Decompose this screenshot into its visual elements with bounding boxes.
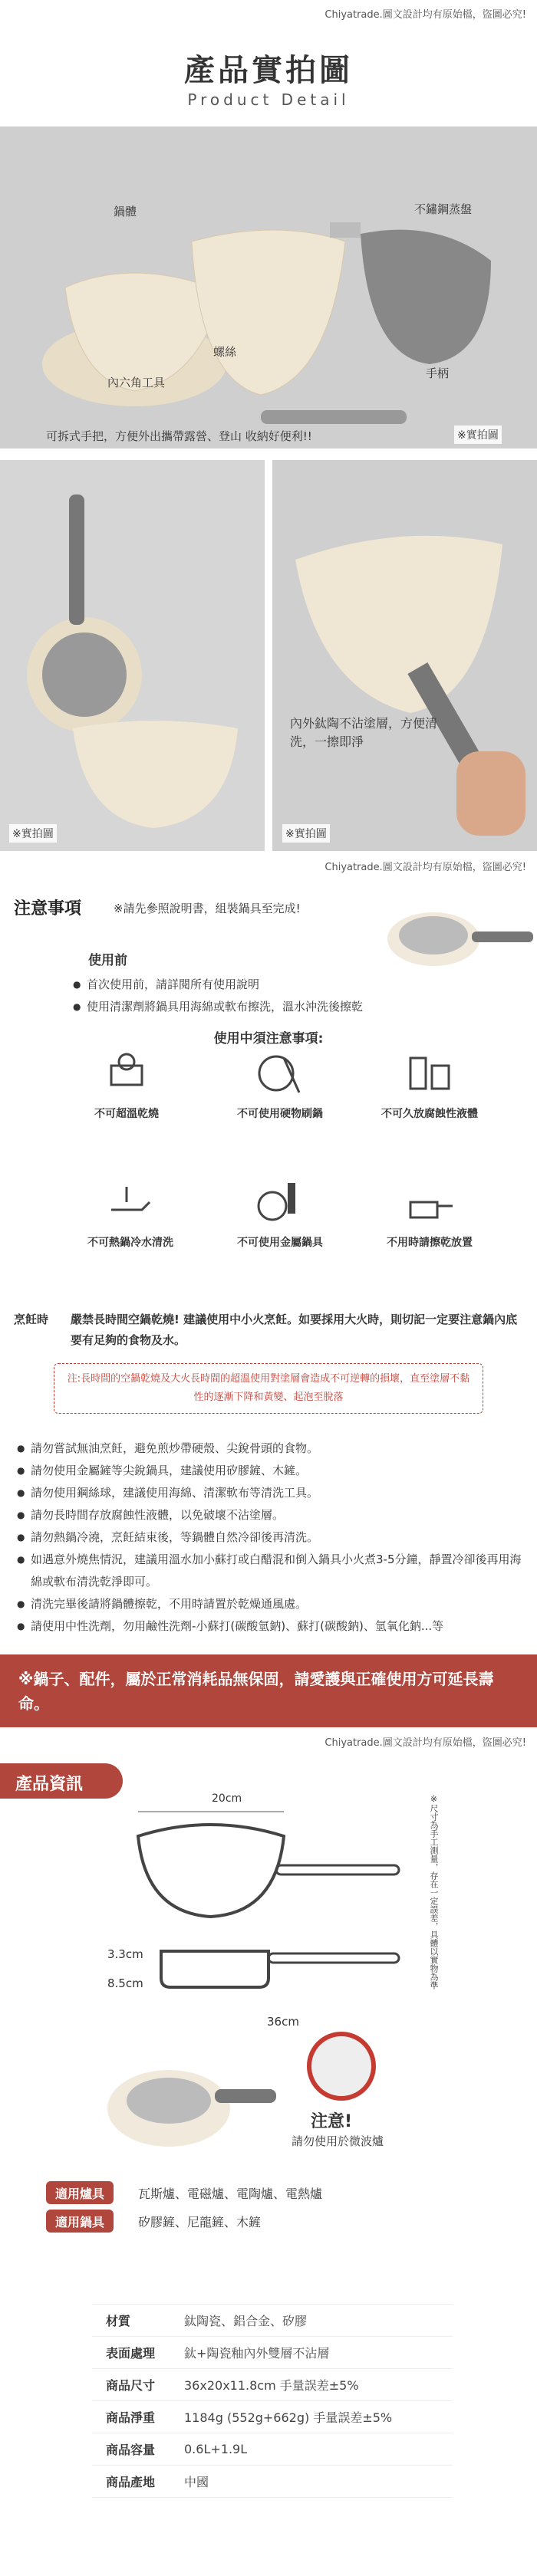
copyright-3: Chiyatrade.圖文設計均有原始檔，盜圖必究! <box>325 1737 526 1749</box>
cook-label: 烹飪時 <box>14 1313 49 1326</box>
spec-height-2: 8.5cm <box>107 1976 143 1990</box>
photo-pot-handle <box>0 460 265 851</box>
icon-no-metal-utensils <box>211 1179 349 1250</box>
before-item: ● 使用清潔劑將鍋具用海綿或軟布擦洗，溫水沖洗後擦乾 <box>73 996 525 1018</box>
label-handle: 手柄 <box>426 366 450 380</box>
notice-pot-image <box>380 905 533 974</box>
fit-tool-label: 適用鍋具 <box>46 2210 114 2233</box>
warning-box: 注:長時間的空鍋乾燒及大火長時間的超溫使用對塗層會造成不可逆轉的損壞，直至塗層不黏性的逐漸下降和黃變、起泡至脫落 <box>54 1363 483 1414</box>
before-item: ● 首次使用前，請詳閱所有使用說明 <box>73 974 525 996</box>
table-key: 商品淨重 <box>106 2410 156 2425</box>
fit-stove-value: 瓦斯爐、電磁爐、電陶爐、電熱爐 <box>138 2187 323 2201</box>
notice-item: ● 請勿使用鋼絲球，建議使用海綿、清潔軟布等清洗工具。 <box>17 1482 531 1504</box>
table-row <box>92 2337 453 2369</box>
table-row <box>92 2401 453 2433</box>
icon-caption: 不可使用硬物刷鍋 <box>237 1108 323 1120</box>
table-key: 表面處理 <box>106 2346 156 2361</box>
icon-no-hard-brush <box>211 1050 349 1121</box>
notice-title: 注意事項 <box>14 899 82 918</box>
table-row <box>92 2433 453 2466</box>
notice-list <box>17 1438 531 1638</box>
label-hex-tool: 內六角工具 <box>107 376 166 389</box>
pan-top-drawing <box>115 1806 407 1921</box>
table-row <box>92 2305 453 2337</box>
spec-pot-image <box>100 2055 276 2170</box>
label-pot: 鍋體 <box>114 205 137 219</box>
photo3-tag: ※實拍圖 <box>282 824 330 843</box>
table-row <box>92 2466 453 2498</box>
spec-table <box>92 2304 453 2498</box>
spec-height-1: 3.3cm <box>107 1947 143 1961</box>
page-title: 產品實拍圖 <box>184 53 353 88</box>
fit-tool-value: 矽膠鏟、尼龍鏟、木鏟 <box>138 2215 262 2229</box>
icon-caption: 不可久放腐蝕性液體 <box>381 1108 478 1120</box>
notice-item: ● 如遇意外燒焦情況，建議用溫水加小蘇打或白醋混和倒入鍋具小火煮3-5分鐘，靜置冷卻後再用海綿或軟布清洗乾淨即可。 <box>17 1549 531 1593</box>
table-row <box>92 2369 453 2401</box>
photo2-tag: ※實拍圖 <box>9 824 57 843</box>
icon-caption: 不可超溫乾燒 <box>94 1108 159 1120</box>
icon-no-overheat <box>69 1050 184 1121</box>
notice-note: ※請先參照說明書，組裝鍋具至完成! <box>114 902 301 915</box>
notice-item: ● 請勿使用金屬鏟等尖銳鍋具，建議使用矽膠鏟、木鏟。 <box>17 1460 531 1482</box>
table-key: 材質 <box>106 2314 131 2328</box>
spec-title: 產品資訊 <box>0 1763 123 1799</box>
table-value: 鈦陶瓷、鋁合金、矽膠 <box>184 2314 308 2328</box>
spec-length: 36cm <box>267 2015 299 2029</box>
photo-parts <box>0 127 537 449</box>
icon-caption: 不用時請擦乾放置 <box>387 1237 473 1249</box>
warranty-banner: ※鍋子、配件，屬於正常消耗品無保固，請愛護與正確使用方可延長壽命。 <box>0 1654 537 1727</box>
microwave-warn-title: 注意! <box>311 2112 353 2131</box>
table-value: 1184g (552g+662g) 手量誤差±5% <box>184 2410 393 2425</box>
notice-item: ● 請使用中性洗劑，勿用鹼性洗劑-小蘇打(碳酸氫鈉)、蘇打(碳酸鈉)、氫氧化鈉...等 <box>17 1615 531 1638</box>
table-value: 中國 <box>184 2475 209 2489</box>
icon-no-cold-water <box>69 1179 192 1250</box>
spec-side-note: ※尺寸為手工測量，存在一定誤差，具體以實物為準 <box>429 1794 439 1990</box>
photo1-tag: ※實拍圖 <box>454 426 502 444</box>
photo3-caption: 內外鈦陶不沾塗層，方便清洗，一擦即淨 <box>290 716 438 749</box>
table-value: 鈦+陶瓷釉內外雙層不沾層 <box>184 2346 330 2361</box>
photo-hand <box>272 460 537 851</box>
microwave-warn-text: 請勿使用於微波爐 <box>292 2134 384 2148</box>
spec-width: 20cm <box>212 1792 242 1805</box>
notice-item: ● 清洗完畢後請將鍋體擦乾，不用時請置於乾燥通風處。 <box>17 1593 531 1615</box>
table-value: 36x20x11.8cm 手量誤差±5% <box>184 2378 359 2393</box>
table-value: 0.6L+1.9L <box>184 2442 248 2456</box>
microwave-icon <box>307 2032 376 2101</box>
label-steamer: 不鏽鋼蒸盤 <box>414 202 473 216</box>
label-screw: 螺絲 <box>213 345 237 359</box>
notice-item: ● 請勿長時間存放腐蝕性液體，以免破壞不沾塗層。 <box>17 1504 531 1526</box>
cook-text: 嚴禁長時間空鍋乾燒! 建議使用中小火烹飪。如要採用大火時，則切記一定要注意鍋內底要有足夠的食物及水。 <box>71 1313 518 1347</box>
table-key: 商品容量 <box>106 2443 156 2457</box>
fit-stove-label: 適用爐具 <box>46 2181 114 2204</box>
table-key: 商品產地 <box>106 2475 156 2489</box>
photo1-caption: 可拆式手把，方便外出攜帶露營、登山 收納好便利!! <box>46 429 312 443</box>
notice-item: ● 請勿嘗試無油烹飪，避免煎炒帶硬殼、尖銳骨頭的食物。 <box>17 1438 531 1460</box>
icon-no-corrosive <box>361 1050 499 1121</box>
before-list <box>73 974 525 1018</box>
pan-side-drawing <box>153 1932 407 1993</box>
page-subtitle: Product Detail <box>187 90 350 109</box>
before-title: 使用前 <box>88 953 127 968</box>
icon-caption: 不可熱鍋冷水清洗 <box>87 1237 173 1249</box>
copyright-2: Chiyatrade.圖文設計均有原始檔，盜圖必究! <box>325 862 526 873</box>
notice-item: ● 請勿熱鍋冷澆，烹飪結束後，等鍋體自然冷卻後再清洗。 <box>17 1526 531 1549</box>
copyright-1: Chiyatrade.圖文設計均有原始檔，盜圖必究! <box>325 9 526 21</box>
icon-caption: 不可使用金屬鍋具 <box>237 1237 323 1249</box>
parts-illustration <box>0 127 537 449</box>
table-key: 商品尺寸 <box>106 2378 156 2393</box>
during-title: 使用中須注意事項: <box>213 1031 324 1046</box>
icon-dry-after-use <box>361 1179 499 1250</box>
